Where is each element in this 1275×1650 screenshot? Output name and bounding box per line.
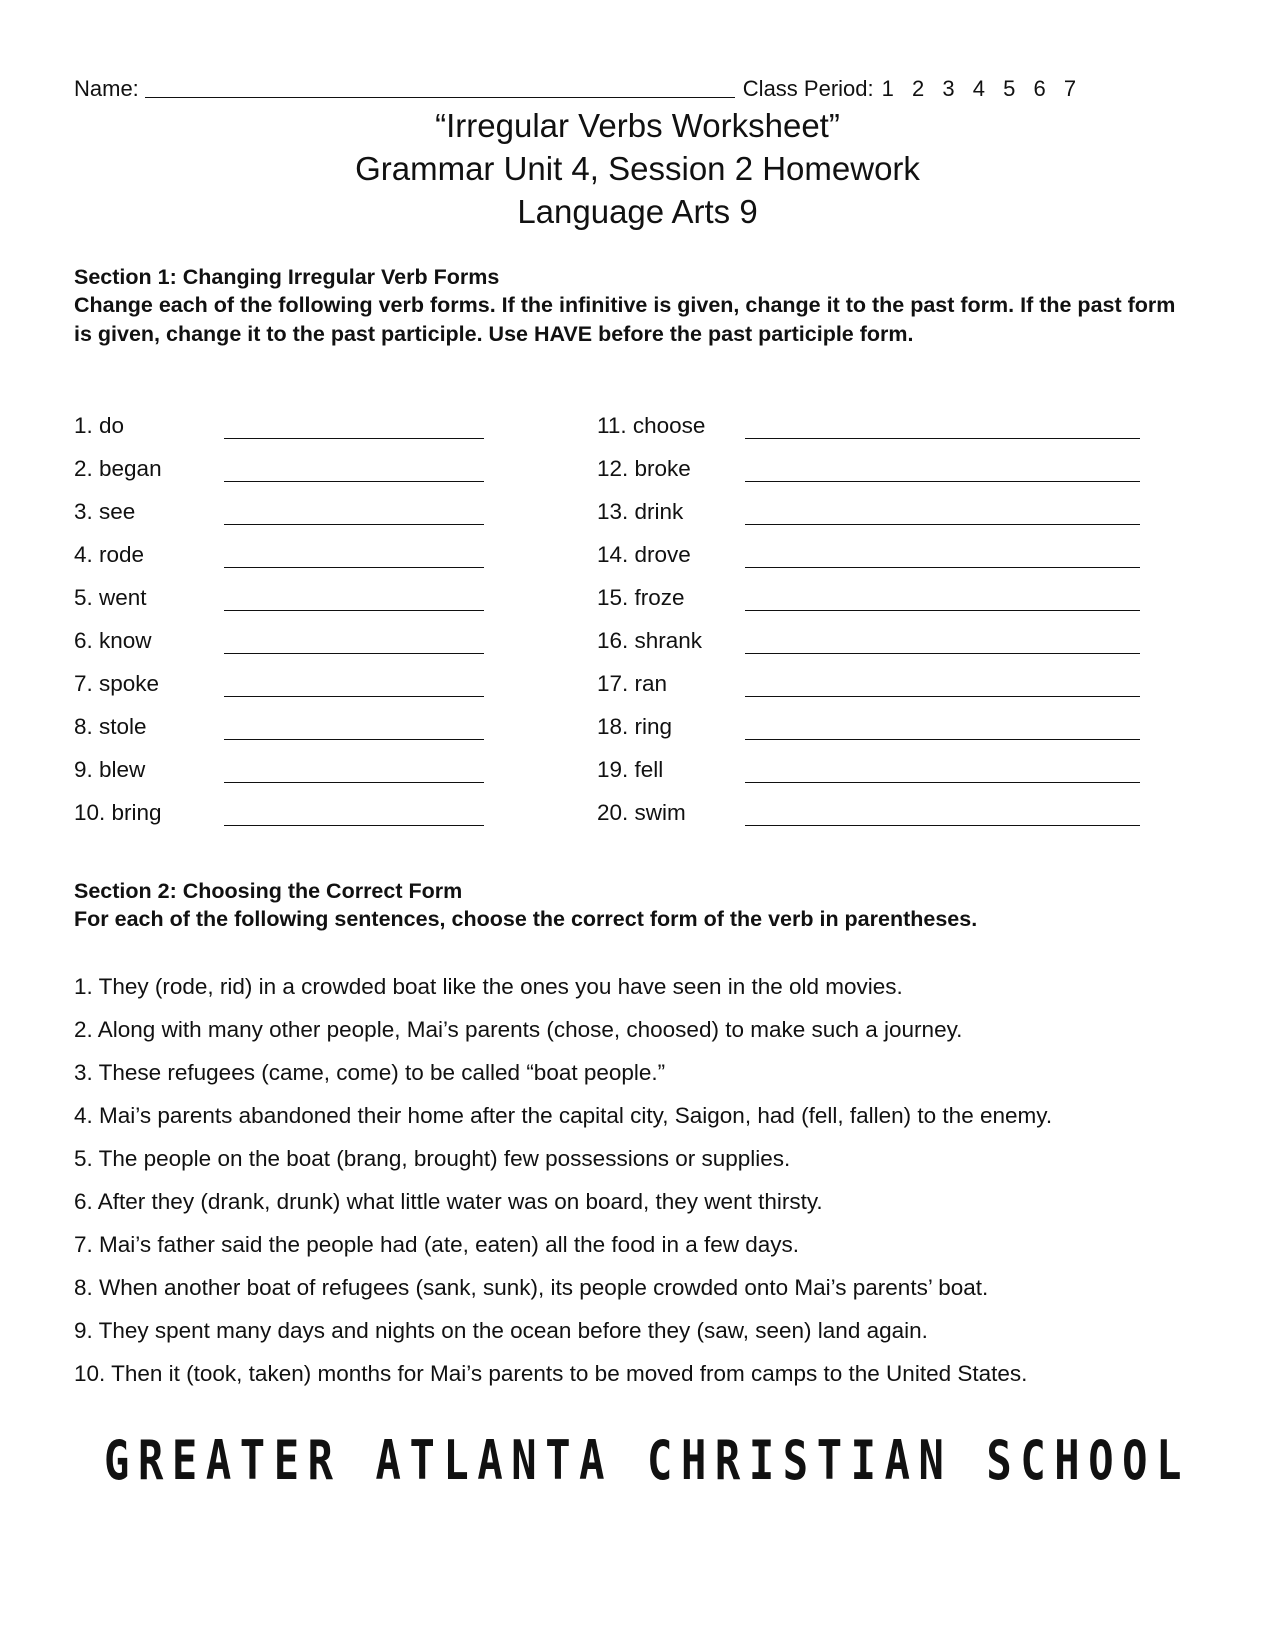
school-logo: [88, 1420, 1191, 1500]
verb-prompt: 13. drink: [597, 499, 684, 524]
header-line: [74, 72, 1134, 102]
verb-prompt: 10. bring: [74, 800, 162, 825]
list-item: [74, 456, 494, 499]
list-item: [74, 413, 494, 456]
list-item: [597, 757, 1157, 800]
list-item: [597, 800, 1157, 843]
answer-blank: [224, 696, 484, 697]
answer-blank: [224, 782, 484, 783]
list-item: [597, 628, 1157, 671]
answer-blank: [224, 524, 484, 525]
class-period-options: [874, 76, 1077, 102]
answer-blank: [745, 567, 1140, 568]
list-item: [74, 542, 494, 585]
answer-blank: [224, 481, 484, 482]
period-option: 6: [1033, 76, 1046, 101]
list-item: [597, 542, 1157, 585]
list-item: [597, 499, 1157, 542]
list-item: 4. Mai’s parents abandoned their home after the capital city, Saigon, had (fell, fallen) to the enemy.: [74, 1103, 1053, 1128]
list-item: [597, 413, 1157, 456]
verb-prompt: 2. began: [74, 456, 162, 481]
verb-prompt: 1. do: [74, 413, 125, 438]
worksheet-subtitle: Grammar Unit 4, Session 2 Homework: [355, 150, 920, 187]
period-option: 7: [1063, 76, 1077, 101]
verb-prompt: 12. broke: [597, 456, 691, 481]
list-item: [597, 671, 1157, 714]
answer-blank: [745, 739, 1140, 740]
name-label: Name:: [74, 76, 139, 101]
list-item: 9. They spent many days and nights on the ocean before they (saw, seen) land again.: [74, 1318, 928, 1343]
answer-blank: [224, 653, 484, 654]
course-name: Language Arts 9: [517, 193, 758, 230]
list-item: 6. After they (drank, drunk) what little water was on board, they went thirsty.: [74, 1189, 823, 1214]
verb-prompt: 15. froze: [597, 585, 685, 610]
name-blank: [145, 75, 735, 98]
list-item: [74, 714, 494, 757]
worksheet-title: “Irregular Verbs Worksheet”: [435, 107, 840, 144]
section2-instructions: For each of the following sentences, choose the correct form of the verb in parentheses.: [74, 907, 978, 931]
list-item: 8. When another boat of refugees (sank, sunk), its people crowded onto Mai’s parents’ boat.: [74, 1275, 989, 1300]
period-option: 5: [1003, 76, 1016, 101]
answer-blank: [745, 782, 1140, 783]
list-item: [597, 585, 1157, 628]
list-item: 10. Then it (took, taken) months for Mai’s parents to be moved from camps to the United States.: [74, 1361, 1028, 1386]
list-item: 5. The people on the boat (brang, brought) few possessions or supplies.: [74, 1146, 791, 1171]
answer-blank: [745, 481, 1140, 482]
verb-prompt: 5. went: [74, 585, 147, 610]
list-item: [74, 628, 494, 671]
list-item: 3. These refugees (came, come) to be called “boat people.”: [74, 1060, 666, 1085]
list-item: [74, 585, 494, 628]
verb-prompt: 19. fell: [597, 757, 664, 782]
answer-blank: [745, 653, 1140, 654]
period-option: 4: [972, 76, 986, 101]
verb-prompt: 4. rode: [74, 542, 145, 567]
school-name: GREATER ATLANTA CHRISTIAN SCHOOL: [104, 1428, 1191, 1492]
period-option: 1: [881, 76, 894, 101]
answer-blank: [745, 438, 1140, 439]
class-period-label: Class Period:: [742, 76, 874, 101]
verb-prompt: 8. stole: [74, 714, 147, 739]
verb-prompt: 18. ring: [597, 714, 673, 739]
answer-blank: [745, 610, 1140, 611]
answer-blank: [224, 610, 484, 611]
title-block: [0, 104, 1275, 233]
verb-prompt: 14. drove: [597, 542, 691, 567]
section2-heading: Section 2: Choosing the Correct Form: [74, 879, 463, 903]
verb-prompt: 11. choose: [597, 413, 706, 438]
verb-prompt: 6. know: [74, 628, 152, 653]
verb-prompt: 7. spoke: [74, 671, 160, 696]
answer-blank: [745, 696, 1140, 697]
answer-blank: [745, 524, 1140, 525]
list-item: [74, 499, 494, 542]
section1-right-column: [597, 413, 1157, 843]
answer-blank: [224, 739, 484, 740]
period-option: 2: [912, 76, 925, 101]
section1-instructions: Change each of the following verb forms. If the infinitive is given, change it to the past form. If the past form is given, change it to the past participle. Use HAVE before the past participle form.: [74, 293, 1176, 346]
list-item: 2. Along with many other people, Mai’s parents (chose, choosed) to make such a journey.: [74, 1017, 963, 1042]
verb-prompt: 3. see: [74, 499, 136, 524]
answer-blank: [745, 825, 1140, 826]
verb-prompt: 9. blew: [74, 757, 146, 782]
section1-heading: Section 1: Changing Irregular Verb Forms: [74, 265, 500, 289]
list-item: [74, 757, 494, 800]
list-item: [74, 800, 494, 843]
verb-prompt: 17. ran: [597, 671, 668, 696]
section1-left-column: [74, 413, 494, 843]
answer-blank: [224, 825, 484, 826]
section2-sentences: [74, 974, 1234, 1404]
list-item: [74, 671, 494, 714]
verb-prompt: 20. swim: [597, 800, 686, 825]
period-option: 3: [942, 76, 955, 101]
list-item: [597, 456, 1157, 499]
list-item: 1. They (rode, rid) in a crowded boat like the ones you have seen in the old movies.: [74, 974, 903, 999]
answer-blank: [224, 438, 484, 439]
list-item: [597, 714, 1157, 757]
list-item: 7. Mai’s father said the people had (ate, eaten) all the food in a few days.: [74, 1232, 800, 1257]
answer-blank: [224, 567, 484, 568]
verb-prompt: 16. shrank: [597, 628, 703, 653]
